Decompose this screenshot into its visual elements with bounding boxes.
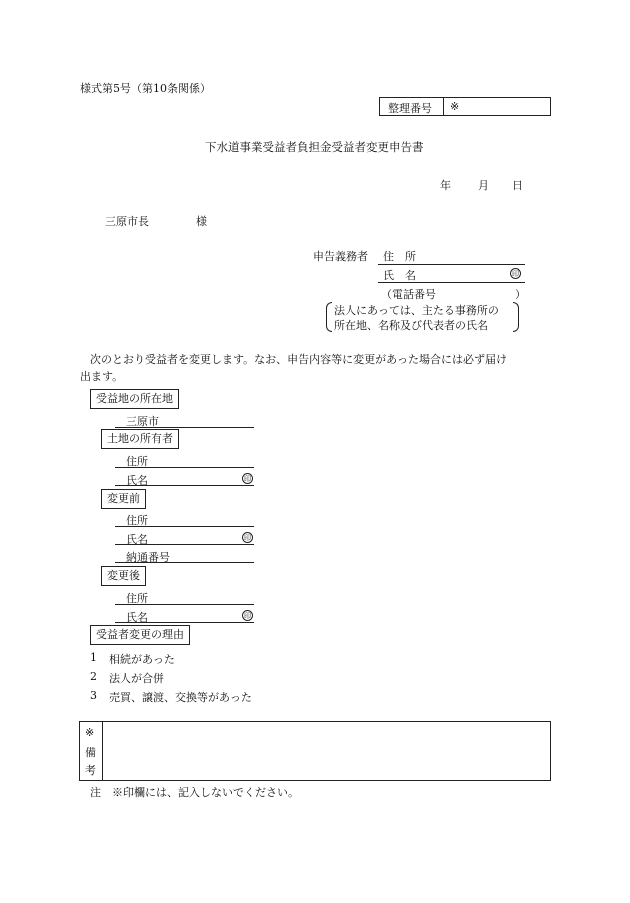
before-address-line[interactable] <box>115 526 254 527</box>
owner-label-box: 土地の所有者 <box>101 429 179 449</box>
before-notice-label: 納通番号 <box>126 551 170 564</box>
applicant-phone-label: （電話番号 <box>381 288 436 301</box>
addressee-name: 三原市長 <box>105 215 149 228</box>
body-text-line2: 出ます。 <box>80 370 124 383</box>
after-name-line[interactable] <box>115 622 254 623</box>
before-address-label: 住所 <box>126 514 148 527</box>
owner-address-label: 住所 <box>126 455 148 468</box>
applicant-note-line1: 法人にあっては、主たる事務所の <box>334 304 499 317</box>
owner-address-line[interactable] <box>115 467 254 468</box>
owner-name-label: 氏名 <box>126 474 148 487</box>
applicant-name-label: 氏 名 <box>383 269 416 282</box>
after-name-label: 氏名 <box>126 611 148 624</box>
remarks-mark: ※ <box>85 726 95 739</box>
location-value: 三原市 <box>126 415 159 428</box>
note-bracket-right <box>513 302 519 332</box>
reason-1-text[interactable]: 相続があった <box>109 653 175 666</box>
before-label-box: 変更前 <box>101 489 146 509</box>
document-title: 下水道事業受益者負担金受益者変更申告書 <box>205 140 424 154</box>
before-seal-icon: 印 <box>244 534 251 542</box>
before-name-label: 氏名 <box>126 533 148 546</box>
applicant-role: 申告義務者 <box>313 250 368 263</box>
after-seal-icon: 印 <box>244 612 251 620</box>
after-address-line[interactable] <box>115 604 254 605</box>
reason-2-text[interactable]: 法人が合併 <box>109 672 164 685</box>
before-notice-line[interactable] <box>115 562 254 563</box>
reason-3-num: 3 <box>90 689 97 702</box>
owner-name-line[interactable] <box>115 485 254 486</box>
form-number: 様式第5号（第10条関係） <box>80 82 211 95</box>
date-year[interactable]: 年 <box>440 179 451 192</box>
reason-2-num: 2 <box>90 670 97 683</box>
reference-number-label: 整理番号 <box>388 102 432 115</box>
reference-number-value[interactable]: ※ <box>450 100 460 113</box>
applicant-phone-close: ） <box>515 288 526 301</box>
location-label-box: 受益地の所在地 <box>90 389 179 409</box>
reason-3-text[interactable]: 売買、譲渡、交換等があった <box>109 691 252 704</box>
applicant-name-line[interactable] <box>378 282 525 283</box>
after-label-box: 変更後 <box>101 566 146 586</box>
reason-label-box: 受益者変更の理由 <box>90 625 190 645</box>
remarks-char2: 考 <box>85 764 96 777</box>
applicant-seal-icon: 印 <box>512 270 519 278</box>
after-address-label: 住所 <box>126 592 148 605</box>
applicant-note-line2: 所在地、名称及び代表者の氏名 <box>334 319 488 332</box>
applicant-address-label: 住 所 <box>383 250 416 263</box>
body-text-line1: 次のとおり受益者を変更します。なお、申告内容等に変更があった場合には必ず届け <box>90 353 508 366</box>
addressee-honorific: 様 <box>196 215 207 228</box>
date-day[interactable]: 日 <box>512 179 523 192</box>
date-month[interactable]: 月 <box>478 179 489 192</box>
remarks-content-area[interactable] <box>104 723 549 779</box>
reference-number-box <box>379 97 551 116</box>
reason-1-num: 1 <box>90 651 97 664</box>
footnote: 注 ※印欄には、記入しないでください。 <box>90 786 299 799</box>
note-bracket-left <box>326 302 332 332</box>
location-line[interactable] <box>115 427 254 428</box>
before-name-line[interactable] <box>115 544 254 545</box>
remarks-box <box>79 721 551 781</box>
remarks-char1: 備 <box>85 746 96 759</box>
applicant-address-line[interactable] <box>378 264 525 265</box>
owner-seal-icon: 印 <box>244 475 251 483</box>
